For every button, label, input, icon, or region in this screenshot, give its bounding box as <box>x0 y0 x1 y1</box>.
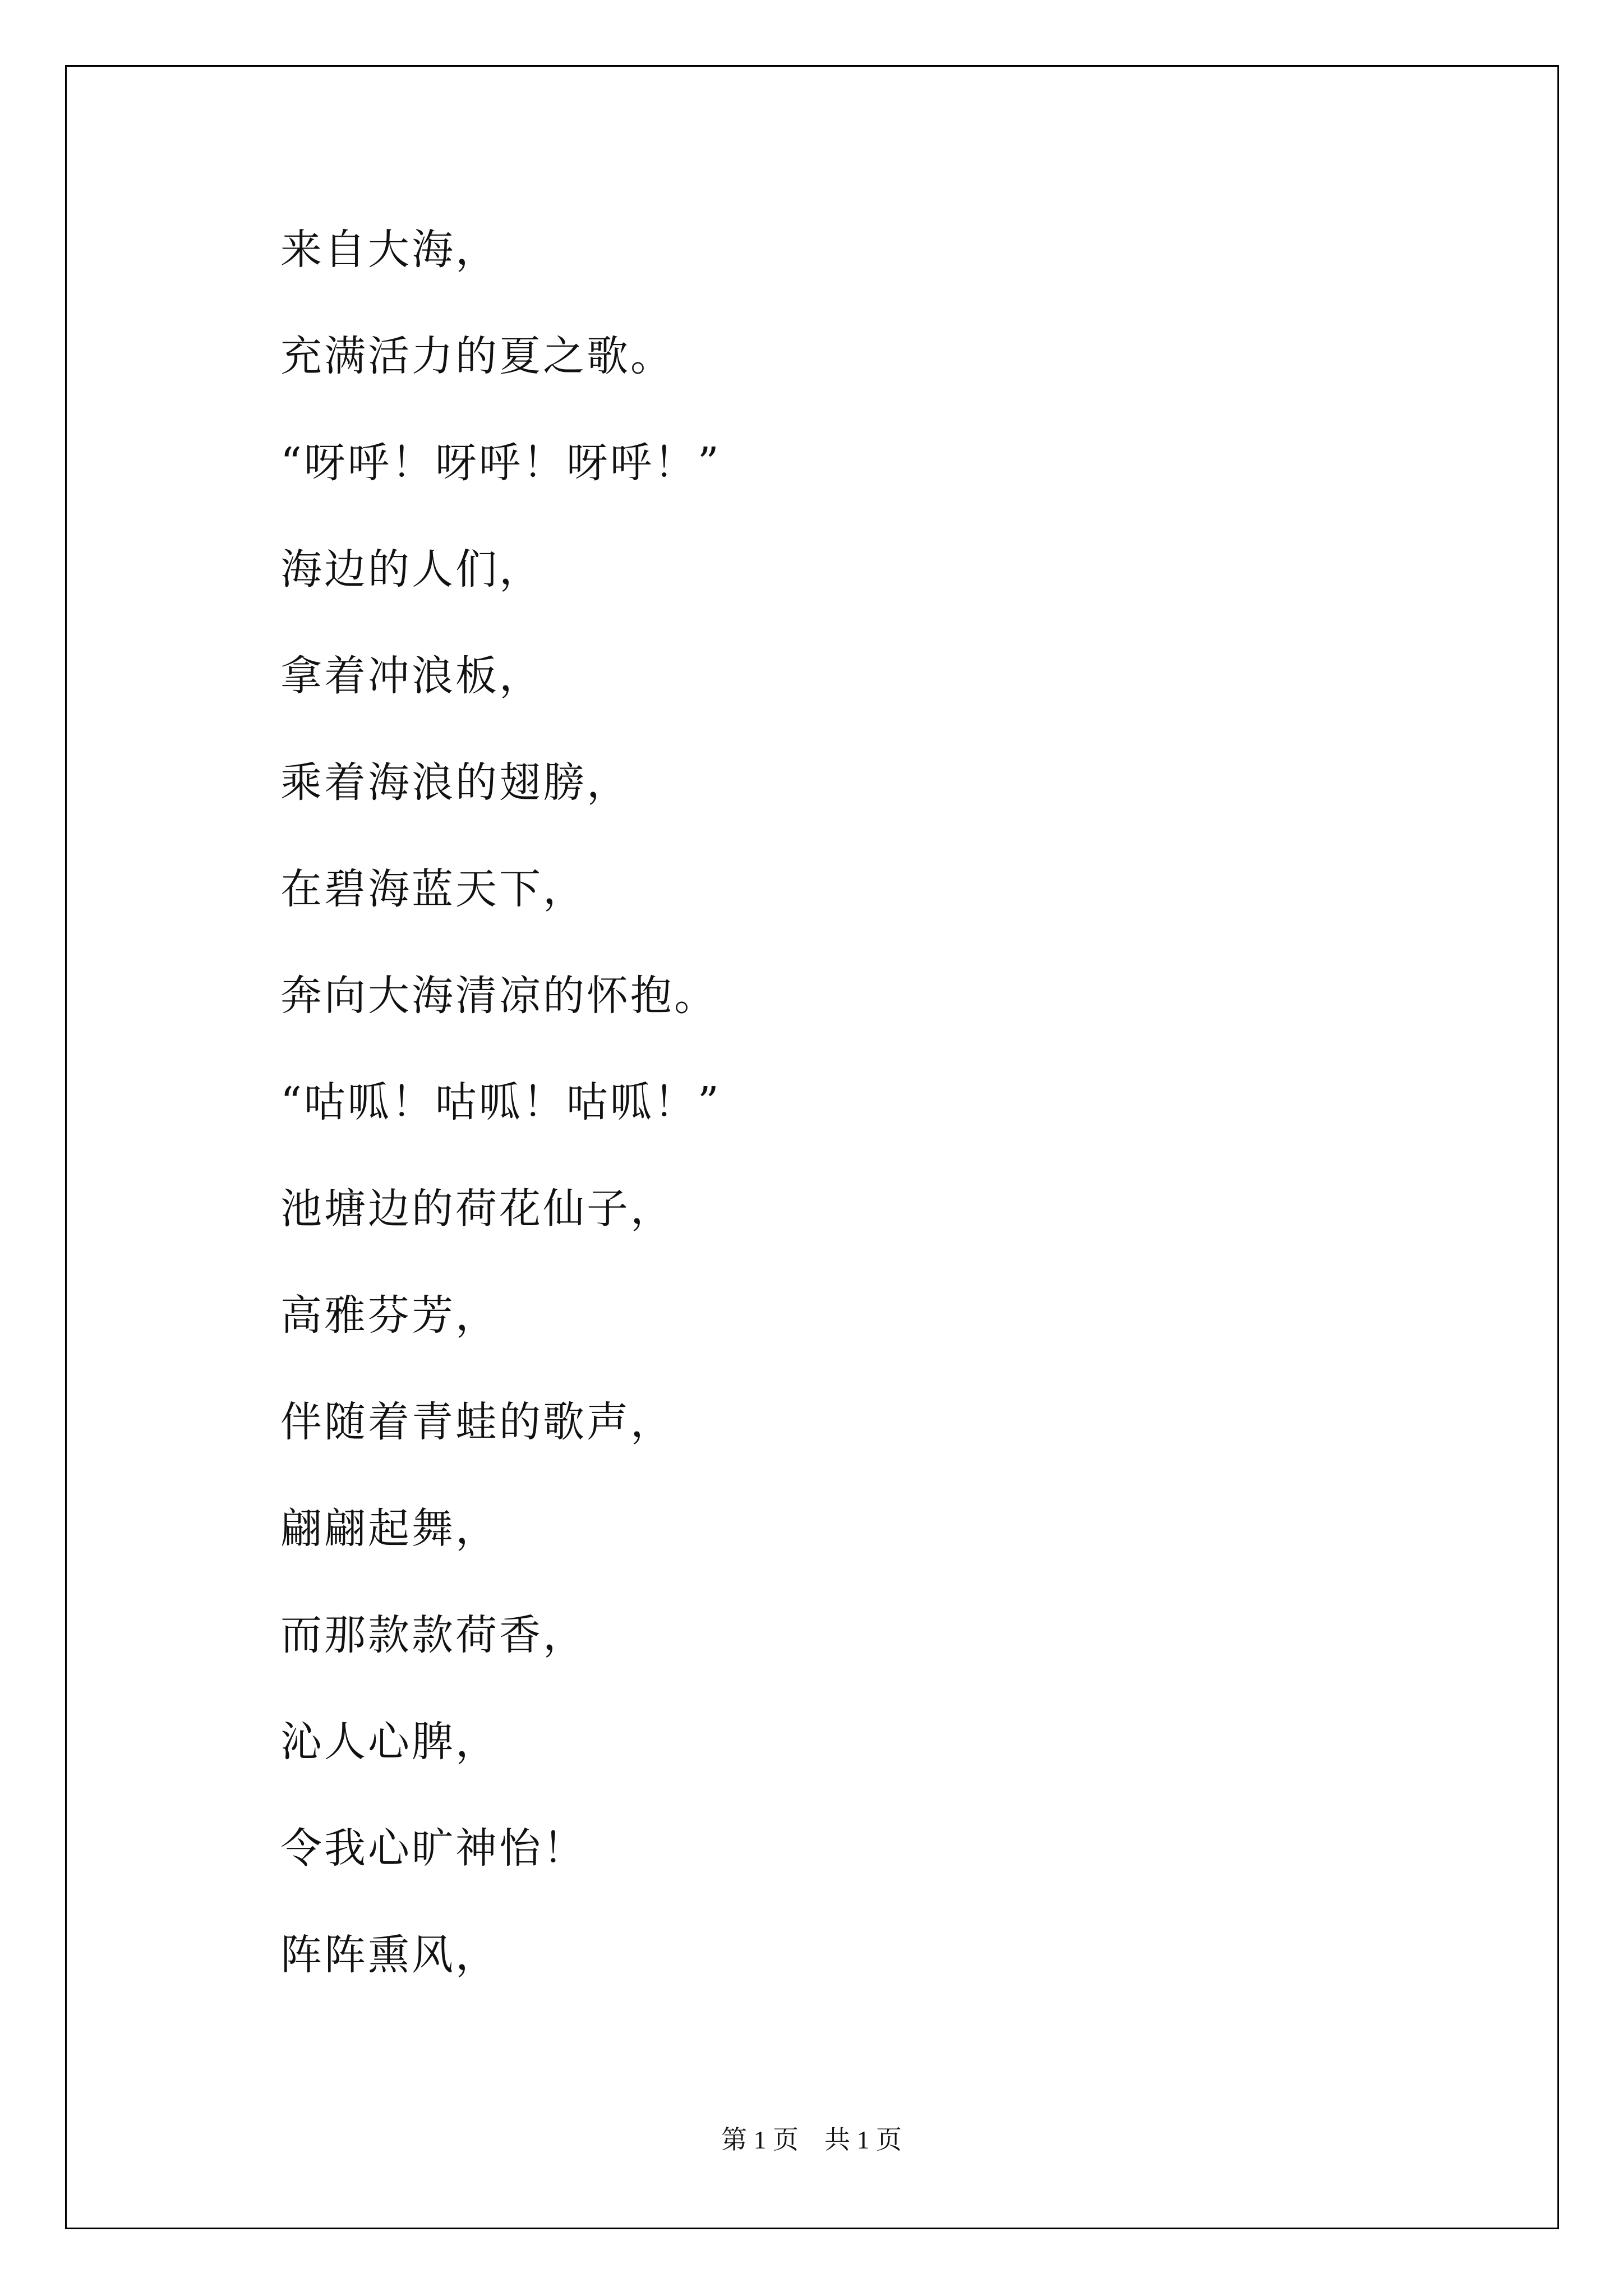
poem-line: 乘着海浪的翅膀， <box>280 758 630 807</box>
poem-line: “咕呱！咕呱！咕呱！” <box>280 1078 721 1126</box>
poem-line: 奔向大海清凉的怀抱。 <box>280 972 718 1020</box>
poem-line: 阵阵熏风， <box>280 1931 499 1979</box>
poem-line: 海边的人们， <box>280 545 543 593</box>
poem-line: 翩翩起舞， <box>280 1504 499 1553</box>
poem-text <box>280 219 721 2031</box>
poem-line: 来自大海， <box>280 226 499 274</box>
poem-line: “呀呼！呀呼！呀呼！” <box>280 439 721 487</box>
page-number-footer: 第 1 页 共 1 页 <box>721 2125 902 2154</box>
poem-line: 伴随着青蛙的歌声， <box>280 1398 674 1446</box>
poem-line: 令我心旷神怡！ <box>280 1824 587 1872</box>
poem-line: 沁人心脾， <box>280 1718 499 1766</box>
poem-line: 而那款款荷香， <box>280 1611 587 1659</box>
poem-line: 充满活力的夏之歌。 <box>280 332 674 380</box>
poem-line: 在碧海蓝天下， <box>280 865 587 913</box>
poem-line: 高雅芬芳， <box>280 1291 499 1340</box>
poem-line: 池塘边的荷花仙子， <box>280 1185 674 1233</box>
poem-line: 拿着冲浪板， <box>280 652 543 700</box>
